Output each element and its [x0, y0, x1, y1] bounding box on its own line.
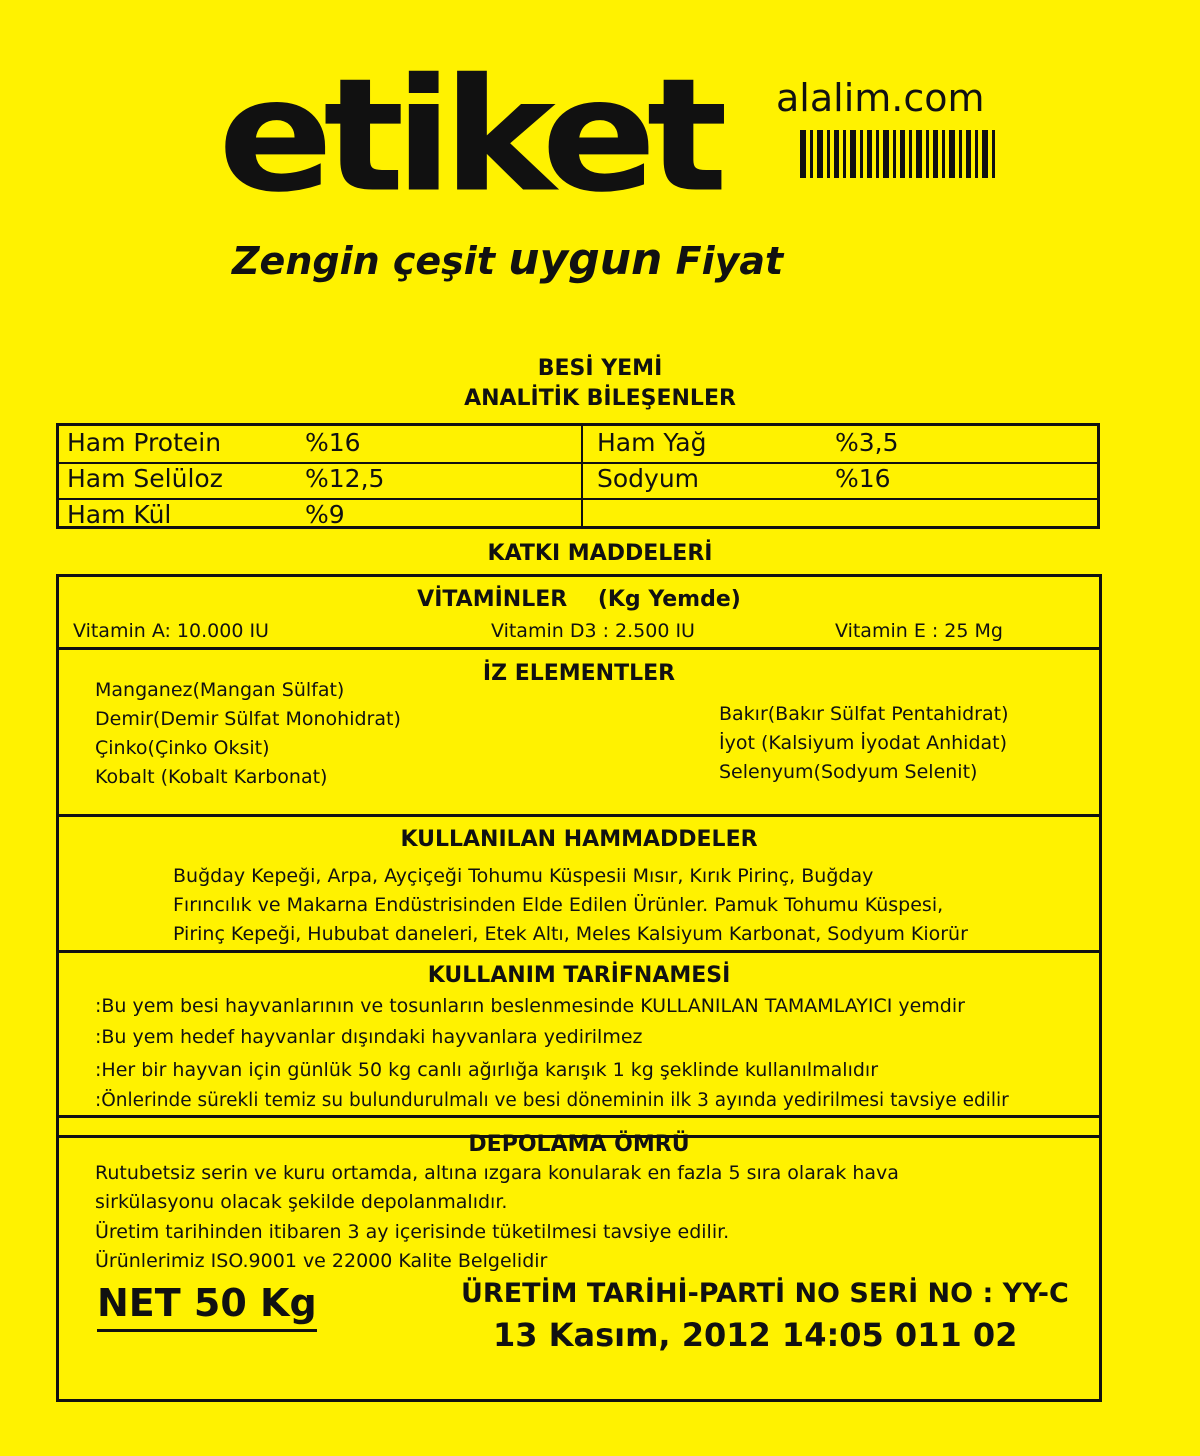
divider: [59, 647, 1099, 650]
row1-right-name: Ham Yağ: [597, 428, 707, 457]
raw-title: KULLANILAN HAMMADDELER: [400, 827, 758, 852]
storage-line-3: Üretim tarihinden itibaren 3 ay içerisinde tüketilmesi tavsiye edilir.: [95, 1221, 730, 1243]
trace-left-3: Çinko(Çinko Oksit): [95, 737, 270, 759]
table-row: [59, 426, 1097, 464]
row1-right-value: %3,5: [835, 428, 899, 457]
raw-line-1: Buğday Kepeği, Arpa, Ayçiçeği Tohumu Küspesii Mısır, Kırık Pirinç, Buğday: [173, 865, 874, 887]
row3-left-value: %9: [305, 500, 345, 529]
tagline-part2: uygun: [508, 234, 663, 285]
logo-wordmark: etiket: [218, 45, 718, 228]
tagline: [232, 234, 832, 285]
analytic-table: [56, 423, 1100, 529]
production-value: 13 Kasım, 2012 14:05 011 02: [493, 1316, 1018, 1354]
row2-right-name: Sodyum: [597, 464, 700, 493]
usage-title: KULLANIM TARİFNAMESİ: [427, 963, 731, 988]
details-box: [56, 574, 1102, 1138]
vitamins-title: VİTAMİNLER (Kg Yemde): [417, 587, 741, 612]
row2-left-name: Ham Selüloz: [67, 464, 223, 493]
row1-left-name: Ham Protein: [67, 428, 222, 457]
vitamin-e: Vitamin E : 25 Mg: [835, 620, 1003, 642]
tagline-part3: Fiyat: [662, 239, 784, 283]
usage-line-4: :Önlerinde sürekli temiz su bulundurulmalı ve besi döneminin ilk 3 ayında yedirilmesi tavsiye edilir: [95, 1090, 1009, 1111]
table-row: [59, 498, 1097, 534]
storage-box: [56, 1115, 1102, 1402]
storage-line-2: sirkülasyonu olacak şekilde depolanmalıdır.: [95, 1191, 508, 1213]
table-row: [59, 462, 1097, 500]
storage-title: DEPOLAMA ÖMRÜ: [468, 1132, 690, 1157]
trace-right-2: İyot (Kalsiyum İyodat Anhidat): [719, 732, 1008, 754]
trace-left-4: Kobalt (Kobalt Karbonat): [95, 766, 328, 788]
storage-line-4: Ürünlerimiz ISO.9001 ve 22000 Kalite Belgelidir: [95, 1250, 548, 1272]
usage-line-3: :Her bir hayvan için günlük 50 kg canlı ağırlığa karışık 1 kg şeklinde kullanılmalıdır: [95, 1059, 879, 1081]
vitamin-d3: Vitamin D3 : 2.500 IU: [491, 620, 695, 642]
raw-line-2: Fırıncılık ve Makarna Endüstrisinden Elde Edilen Ürünler. Pamuk Tohumu Küspesi,: [173, 894, 944, 916]
barcode-graphic: [800, 130, 998, 178]
divider: [59, 950, 1099, 953]
product-title: BESİ YEMİ: [537, 356, 663, 381]
trace-right-1: Bakır(Bakır Sülfat Pentahidrat): [719, 703, 1009, 725]
trace-left-2: Demir(Demir Sülfat Monohidrat): [95, 708, 401, 730]
analytic-title: ANALİTİK BİLEŞENLER: [464, 386, 736, 411]
trace-right-3: Selenyum(Sodyum Selenit): [719, 761, 978, 783]
divider: [59, 814, 1099, 817]
trace-title: İZ ELEMENTLER: [482, 661, 676, 686]
net-weight: NET 50 Kg: [97, 1281, 317, 1332]
row2-right-value: %16: [835, 464, 891, 493]
raw-line-3: Pirinç Kepeği, Hububat daneleri, Etek Altı, Meles Kalsiyum Karbonat, Sodyum Kiorür: [173, 923, 968, 945]
vitamin-a: Vitamin A: 10.000 IU: [73, 620, 269, 642]
trace-left-1: Manganez(Mangan Sülfat): [95, 679, 345, 701]
production-label: ÜRETİM TARİHİ-PARTİ NO SERİ NO : YY-C: [461, 1278, 1069, 1309]
usage-line-2: :Bu yem hedef hayvanlar dışındaki hayvanlara yedirilmez: [95, 1026, 643, 1048]
row3-left-name: Ham Kül: [67, 500, 172, 529]
storage-line-1: Rutubetsiz serin ve kuru ortamda, altına ızgara konularak en fazla 5 sıra olarak hava: [95, 1162, 899, 1184]
additives-title: KATKI MADDELERİ: [487, 541, 713, 566]
row2-left-value: %12,5: [305, 464, 385, 493]
usage-line-1: :Bu yem besi hayvanlarının ve tosunların beslenmesinde KULLANILAN TAMAMLAYICI yemdir: [95, 995, 965, 1017]
tagline-part1: Zengin çeşit: [232, 239, 509, 283]
logo-domain: alalim.com: [776, 76, 985, 120]
row1-left-value: %16: [305, 428, 361, 457]
